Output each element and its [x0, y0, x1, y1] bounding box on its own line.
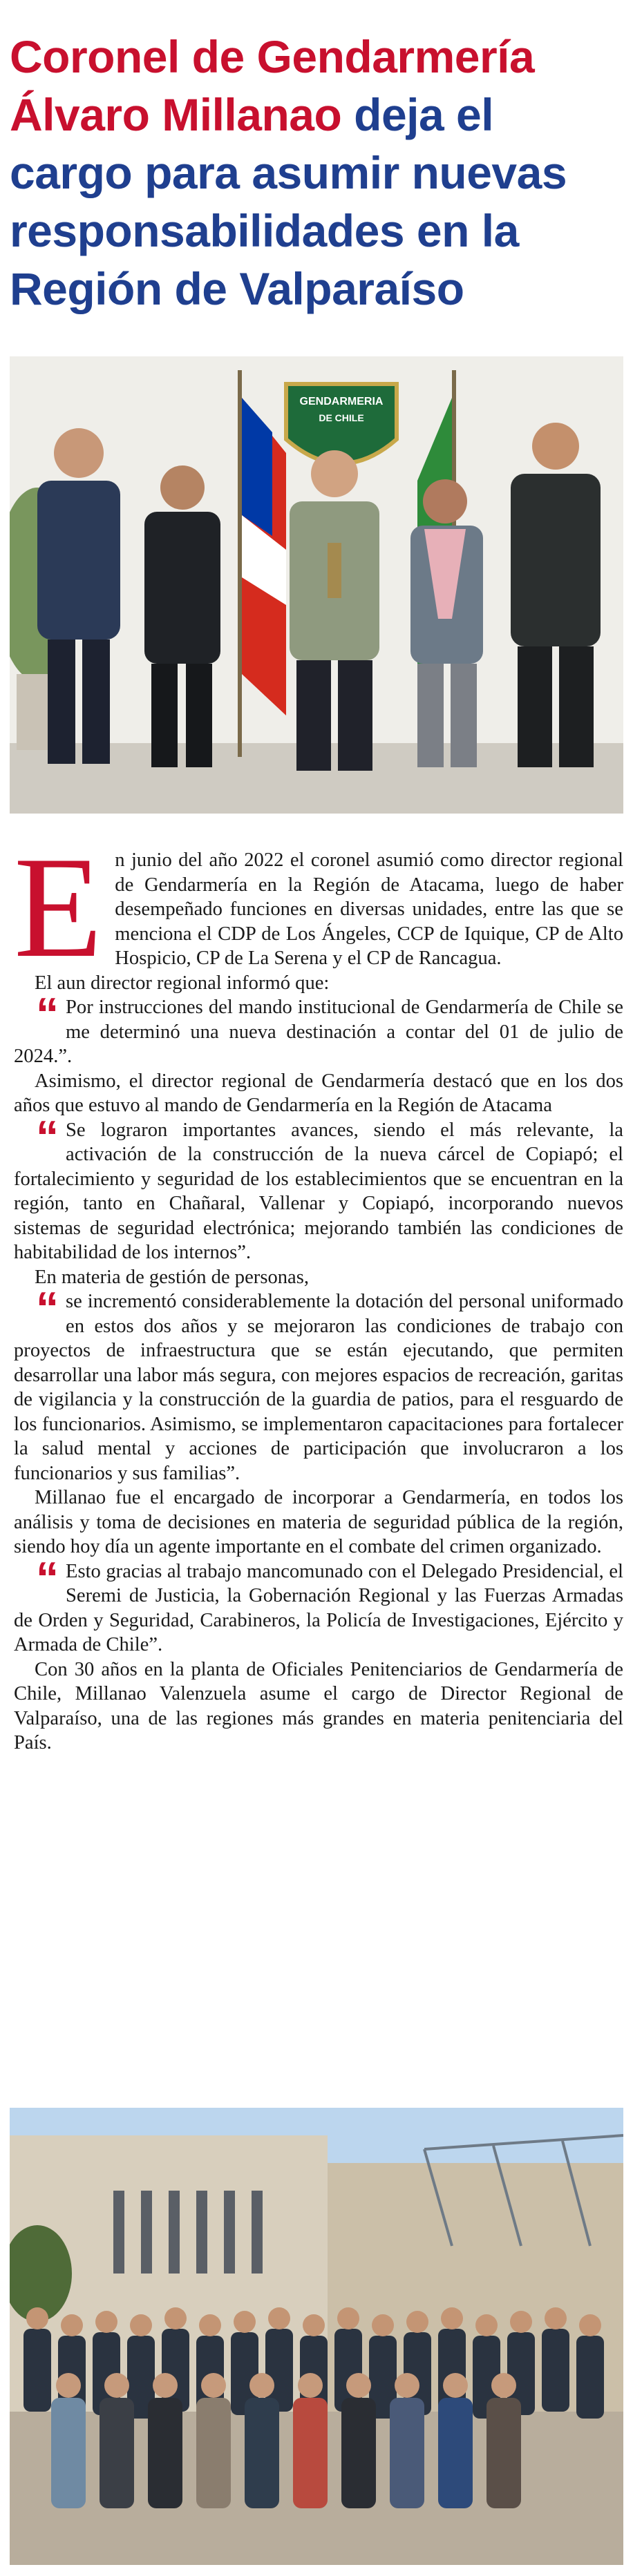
quote-3: “ se incrementó considerablemente la dotación del personal uniformado en estos dos años y se mejoraron las condiciones de trabajo con proyectos de infraestructura que se están ejecutando, que permiten desarrollar una labor más segura, con mejores espacios de recreación, garitas de vigilancia y la construcción de la guardia de patios, para el resguardo de los funcionarios. Asimismo, se implementaron capacitaciones para fortalecer la salud mental y acciones de participación que involucraron a los funcionarios y sus familias”. [14, 1282, 623, 1484]
quote-mark-icon: “ [36, 1282, 59, 1334]
paragraph-2: El aun director regional informó que: [35, 972, 330, 994]
quote-1: “ Por instrucciones del mando institucional de Gendarmería de Chile se me determinó una nueva destinación a contar del 01 de julio de 2024.”. [14, 988, 623, 1067]
quote-mark-icon: “ [36, 1111, 59, 1162]
quote-2: “ Se lograron importantes avances, siendo el más relevante, la activación de la construcción de la nueva cárcel de Copiapó; el fortalecimiento y seguridad de los establecimientos que se encuentran en la región, tanto en Chañaral, Vallenar y Copiapó, incorporando nuevos sistemas de seguridad electrónica; mejorando también las condiciones de habitabilidad de los internos”. [14, 1111, 623, 1263]
article-body [14, 827, 623, 1756]
emblem-text-top: GENDARMERIA [299, 396, 384, 407]
paragraph-6: Con 30 años en la planta de Oficiales Penitenciarios de Gendarmería de Chile, Millanao Valenzuela asume el cargo de Director Regional de Valparaíso, una de las regiones más grandes en materia penitenciaria del País. [14, 1658, 623, 1753]
photo-group-portrait [10, 356, 623, 814]
portrait-illustration [10, 356, 623, 814]
quote-mark-icon: “ [36, 988, 59, 1039]
paragraph-5: Millanao fue el encargado de incorporar a Gendarmería, en todos los análisis y toma de decisiones en materia de seguridad pública de la región, siendo hoy día un agente importante en el combate del crimen organizado. [14, 1487, 623, 1557]
headline [10, 28, 625, 318]
headline-rest: deja el cargo para asumir nuevas responsabilidades en la Región de Valparaíso [10, 89, 567, 314]
paragraph-3: Asimismo, el director regional de Gendarmería destacó que en los dos años que estuvo al mando de Gendarmería en la Región de Atacama [14, 1070, 623, 1116]
drop-cap: E [14, 827, 103, 988]
paragraph-1: En junio del año 2022 el coronel asumió como director regional de Gendarmería en la Región de Atacama, luego de haber desempeñado funciones en diversas unidades, entre las que se menciona el CDP de Los Ángeles, CCP de Iquique, CP de Alto Hospicio, CP de La Serena y el CP de Rancagua. [14, 827, 623, 988]
photo-group-outdoor [10, 2108, 623, 2565]
outdoor-illustration [10, 2108, 623, 2565]
emblem-text-bottom: DE CHILE [319, 412, 364, 423]
quote-mark-icon: “ [36, 1552, 59, 1604]
headline-highlight: Coronel de Gendarmería Álvaro Millanao [10, 31, 535, 140]
quote-4: “ Esto gracias al trabajo mancomunado con el Delegado Presidencial, el Seremi de Justicia, la Gobernación Regional y las Fuerzas Armadas de Orden y Seguridad, Carabineros, la Policía de Investigaciones, Ejército y Armada de Chile”. [14, 1552, 623, 1655]
paragraph-4: En materia de gestión de personas, [35, 1266, 310, 1288]
